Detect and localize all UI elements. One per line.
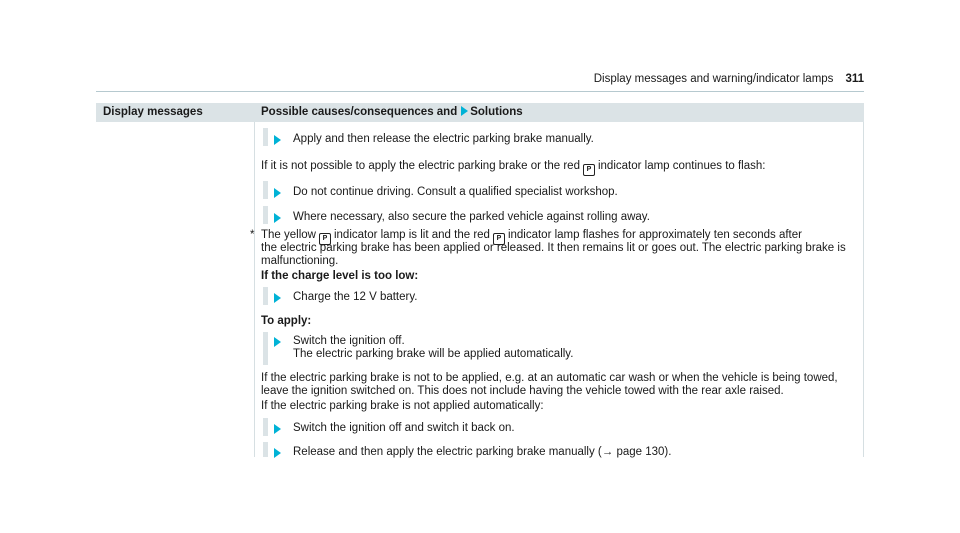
step-arrow-icon: [274, 293, 281, 303]
step-bar: [263, 332, 268, 365]
step-bar: [263, 181, 268, 199]
table-header: [96, 103, 864, 122]
step-arrow-icon: [274, 448, 281, 458]
step-text: Where necessary, also secure the parked vehicle against rolling away.: [293, 211, 650, 223]
step-text: Apply and then release the electric parking brake manually.: [293, 133, 594, 145]
info-table: [96, 103, 864, 457]
footnote-line: the electric parking brake has been applied or released. It then remains lit or goes out. The electric parking brake is: [261, 242, 846, 254]
parking-brake-indicator-icon: P: [583, 164, 595, 176]
step-arrow-icon: [274, 213, 281, 223]
paragraph-text: If it is not possible to apply the electric parking brake or the red: [261, 160, 580, 172]
column-header-solutions-text: Solutions: [470, 106, 523, 118]
step-text: Switch the ignition off and switch it back on.: [293, 422, 515, 434]
footnote-line: malfunctioning.: [261, 255, 339, 267]
paragraph: If the electric parking brake is not to be applied, e.g. at an automatic car wash or when the vehicle is being towed,: [261, 372, 838, 384]
step-bar: [263, 418, 268, 436]
paragraph-text: indicator lamp continues to flash:: [597, 160, 766, 172]
subheading-apply: To apply:: [261, 315, 312, 327]
parking-brake-indicator-icon: P: [319, 233, 331, 245]
step-text: Switch the ignition off.: [293, 335, 405, 347]
step-arrow-icon: [274, 135, 281, 145]
step-bar: [263, 206, 268, 224]
solutions-arrow-icon: [461, 106, 468, 116]
step-arrow-icon: [274, 424, 281, 434]
step-text: Do not continue driving. Consult a qualified specialist workshop.: [293, 186, 618, 198]
step-bar: [263, 128, 268, 146]
step-text: Charge the 12 V battery.: [293, 291, 418, 303]
page-header: [96, 73, 864, 91]
step-bar: [263, 442, 268, 457]
step-arrow-icon: [274, 188, 281, 198]
step-bar: [263, 287, 268, 305]
column-divider: [254, 122, 255, 457]
parking-brake-indicator-icon: P: [493, 233, 505, 245]
footnote-text: The yellow: [261, 229, 316, 241]
footnote-text: indicator lamp flashes for approximately ten seconds after: [507, 229, 802, 241]
running-header: [594, 73, 864, 85]
column-header-causes-text: Possible causes/consequences and: [261, 106, 458, 118]
table-body: [96, 122, 864, 457]
page-number: 311: [845, 73, 864, 85]
footnote-marker: *: [250, 229, 255, 241]
paragraph: [261, 160, 765, 176]
column-header-display-messages: Display messages: [103, 106, 203, 118]
paragraph: If the electric parking brake is not applied automatically:: [261, 400, 544, 412]
table-right-border: [863, 122, 864, 457]
step-result-text: The electric parking brake will be applied automatically.: [293, 348, 574, 360]
section-title: Display messages and warning/indicator lamps: [593, 73, 834, 85]
subheading-low-charge: If the charge level is too low:: [261, 270, 419, 282]
step-text: Release and then apply the electric parking brake manually (→ page 130).: [293, 446, 672, 458]
column-header-causes-solutions: [261, 106, 523, 118]
header-rule: [96, 91, 864, 92]
footnote-text: indicator lamp is lit and the red: [333, 229, 490, 241]
step-arrow-icon: [274, 337, 281, 347]
paragraph: leave the ignition switched on. This does not include having the vehicle towed with the rear axle raised.: [261, 385, 784, 397]
